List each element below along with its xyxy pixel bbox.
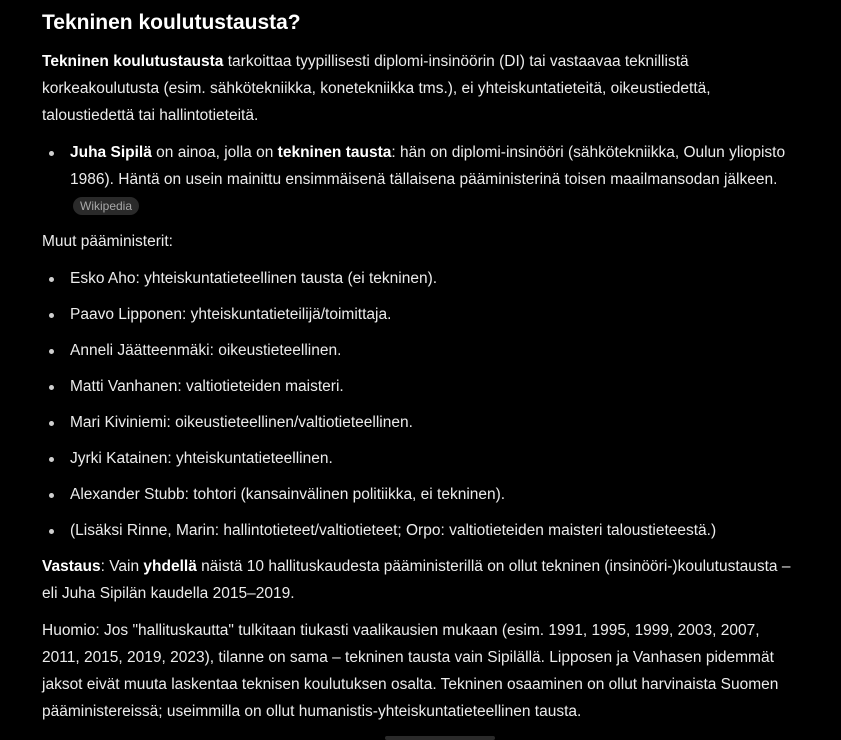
others-list: [42, 265, 801, 544]
list-item: Matti Vanhanen: valtiotieteiden maisteri.: [42, 373, 801, 400]
list-item: Alexander Stubb: tohtori (kansainvälinen politiikka, ei tekninen).: [42, 481, 801, 508]
answer-paragraph: [42, 553, 801, 607]
list-item: Anneli Jäätteenmäki: oikeustieteellinen.: [42, 337, 801, 364]
list-item: [42, 139, 801, 220]
list-item: Esko Aho: yhteiskuntatieteellinen tausta (ei tekninen).: [42, 265, 801, 292]
source-chip-wikipedia[interactable]: Wikipedia: [73, 197, 139, 215]
intro-term: Tekninen koulutustausta: [42, 53, 224, 70]
note-paragraph: Huomio: Jos "hallituskautta" tulkitaan tiukasti vaalikausien mukaan (esim. 1991, 1995, 1999, 2003, 2007, 2011, 2015, 2019, 2023), tilanne on sama – tekninen tausta vain Sipilällä. Lipposen ja Vanhasen pidemmät jaksot eivät muuta laskentaa teknisen koulutuksen osalta. Tekninen osaaminen on ollut harvinaista Suomen pääministereissä; useimmilla on ollut humanistis-yhteiskuntatieteellinen tausta.: [42, 622, 779, 720]
list-item: Mari Kiviniemi: oikeustieteellinen/valtiotieteellinen.: [42, 409, 801, 436]
list-item: Jyrki Katainen: yhteiskuntatieteellinen.: [42, 445, 801, 472]
list-item: Paavo Lipponen: yhteiskuntatieteilijä/toimittaja.: [42, 301, 801, 328]
intro-paragraph: [42, 48, 801, 129]
answer-b: näistä 10 hallituskaudesta pääministerillä on ollut tekninen (insinööri-)koulutustausta – eli Juha Sipilän kaudella 2015–2019.: [42, 558, 791, 602]
list-item: (Lisäksi Rinne, Marin: hallintotieteet/valtiotieteet; Orpo: valtiotieteiden maisteri taloustieteestä.): [42, 517, 801, 544]
sipila-name: Juha Sipilä: [70, 144, 152, 161]
sipila-mid: on ainoa, jolla on: [151, 144, 278, 161]
scroll-indicator: [385, 736, 495, 740]
answer-a: : Vain: [100, 558, 144, 575]
answer-label: Vastaus: [42, 558, 101, 575]
sipila-term: tekninen tausta: [277, 144, 392, 161]
answer-strong: yhdellä: [143, 558, 197, 575]
heading: Tekninen koulutustausta?: [42, 11, 301, 34]
sipila-text: : hän on diplomi-insinööri (sähkötekniikka, Oulun yliopisto 1986). Häntä on usein mainittu ensimmäisenä tällaisena pääministerinä toisen maailmansodan jälkeen.: [70, 144, 786, 188]
sipila-list: [42, 139, 801, 220]
others-label: Muut pääministerit:: [42, 233, 173, 250]
intro-text: tarkoittaa tyypillisesti diplomi-insinöörin (DI) tai vastaavaa teknillistä korkeakoulutusta (esim. sähkötekniikka, konetekniikka tms.), ei yhteiskuntatieteitä, oikeustiedettä, taloustiedettä tai hallintotieteitä.: [42, 53, 711, 124]
